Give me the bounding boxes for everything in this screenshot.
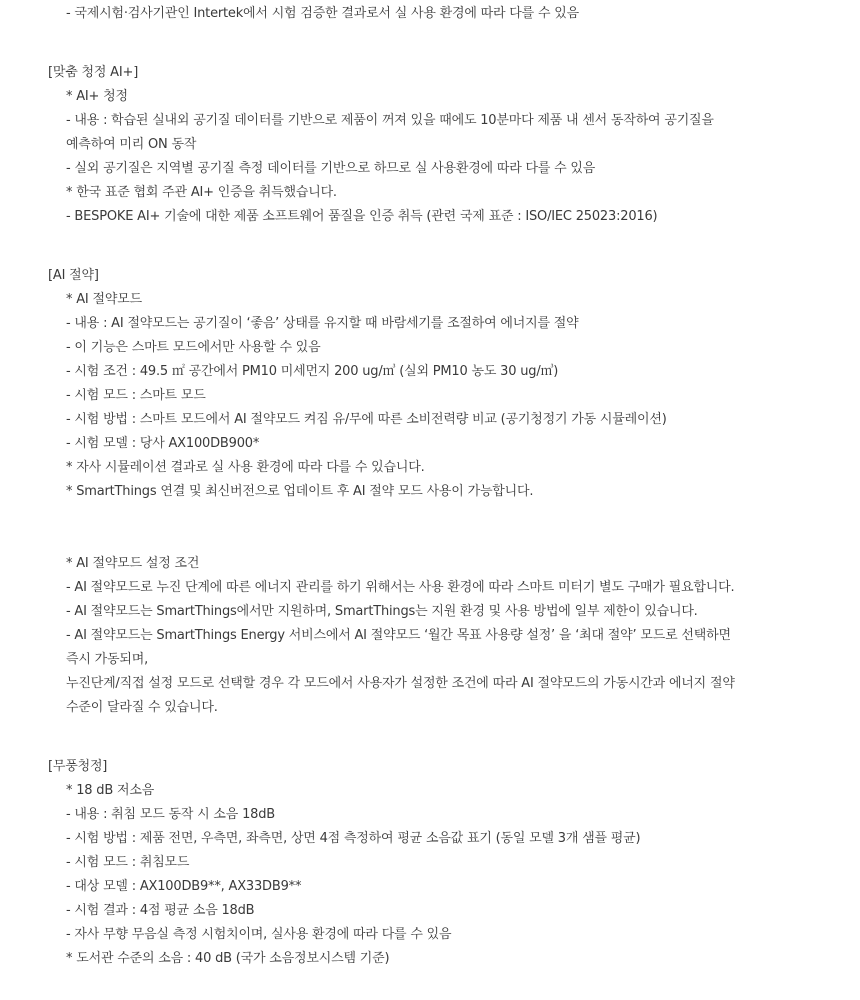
note-line: - 실외 공기질은 지역별 공기질 측정 데이터를 기반으로 하므로 실 사용환경에 따라 다를 수 있음 [66,161,596,176]
note-line: - 이 기능은 스마트 모드에서만 사용할 수 있음 [66,340,321,355]
note-line: - 대상 모델 : AX100DB9**, AX33DB9** [66,879,302,894]
note-line: - 시험 결과 : 4점 평균 소음 18dB [66,903,255,918]
note-line: - 자사 무향 무음실 측정 시험치이며, 실사용 환경에 따라 다를 수 있음 [66,927,452,942]
note-line: - 시험 조건 : 49.5 ㎡ 공간에서 PM10 미세먼지 200 ug/㎥ (실외 PM10 농도 30 ug/㎥) [66,364,559,379]
section-heading-windless: [무풍청정] [48,759,108,774]
note-line: * AI 절약모드 [66,292,142,307]
note-line: - 시험 모델 : 당사 AX100DB900* [66,436,260,451]
note-line: - BESPOKE AI+ 기술에 대한 제품 소프트웨어 품질을 인증 취득 (관련 국제 표준 : ISO/IEC 25023:2016) [66,209,658,224]
note-line: - 국제시험·검사기관인 Intertek에서 시험 검증한 결과로서 실 사용 환경에 따라 다를 수 있음 [66,6,579,21]
note-line: - 내용 : AI 절약모드는 공기질이 ‘좋음’ 상태를 유지할 때 바람세기를 조절하여 에너지를 절약 [66,316,579,331]
note-line: - 내용 : 취침 모드 동작 시 소음 18dB [66,807,275,822]
note-line: * 한국 표준 협회 주관 AI+ 인증을 취득했습니다. [66,185,337,200]
note-line: - AI 절약모드는 SmartThings Energy 서비스에서 AI 절약모드 ‘월간 목표 사용량 설정’ 을 ‘최대 절약’ 모드로 선택하면 [66,628,731,643]
note-line: * 도서관 수준의 소음 : 40 dB (국가 소음정보시스템 기준) [66,951,390,966]
note-line: * 자사 시뮬레이션 결과로 실 사용 환경에 따라 다를 수 있습니다. [66,460,425,475]
note-line: - 내용 : 학습된 실내외 공기질 데이터를 기반으로 제품이 꺼져 있을 때에도 10분마다 제품 내 센서 동작하여 공기질을 [66,113,714,128]
section-heading-ai-save: [AI 절약] [48,268,99,283]
note-line: - 시험 방법 : 스마트 모드에서 AI 절약모드 켜짐 유/무에 따른 소비전력량 비교 (공기청정기 가동 시뮬레이션) [66,412,667,427]
note-line-continuation: 예측하여 미리 ON 동작 [66,137,197,152]
note-line: * SmartThings 연결 및 최신버전으로 업데이트 후 AI 절약 모드 사용이 가능합니다. [66,484,534,499]
note-line-continuation: 수준이 달라질 수 있습니다. [66,700,218,715]
note-line: - AI 절약모드로 누진 단계에 따른 에너지 관리를 하기 위해서는 사용 환경에 따라 스마트 미터기 별도 구매가 필요합니다. [66,580,735,595]
note-line: - 시험 모드 : 취침모드 [66,855,190,870]
note-line: - 시험 모드 : 스마트 모드 [66,388,206,403]
note-line: * AI 절약모드 설정 조건 [66,556,200,571]
section-heading-ai-clean: [맞춤 청정 AI+] [48,65,139,80]
note-line-continuation: 누진단계/직접 설정 모드로 선택할 경우 각 모드에서 사용자가 설정한 조건에 따라 AI 절약모드의 가동시간과 에너지 절약 [66,676,735,691]
note-line: * AI+ 청정 [66,89,128,104]
note-line: - 시험 방법 : 제품 전면, 우측면, 좌측면, 상면 4점 측정하여 평균 소음값 표기 (동일 모델 3개 샘플 평균) [66,831,641,846]
note-line: - AI 절약모드는 SmartThings에서만 지원하며, SmartThings는 지원 환경 및 사용 방법에 일부 제한이 있습니다. [66,604,698,619]
note-line-continuation: 즉시 가동되며, [66,652,149,667]
note-line: * 18 dB 저소음 [66,783,155,798]
